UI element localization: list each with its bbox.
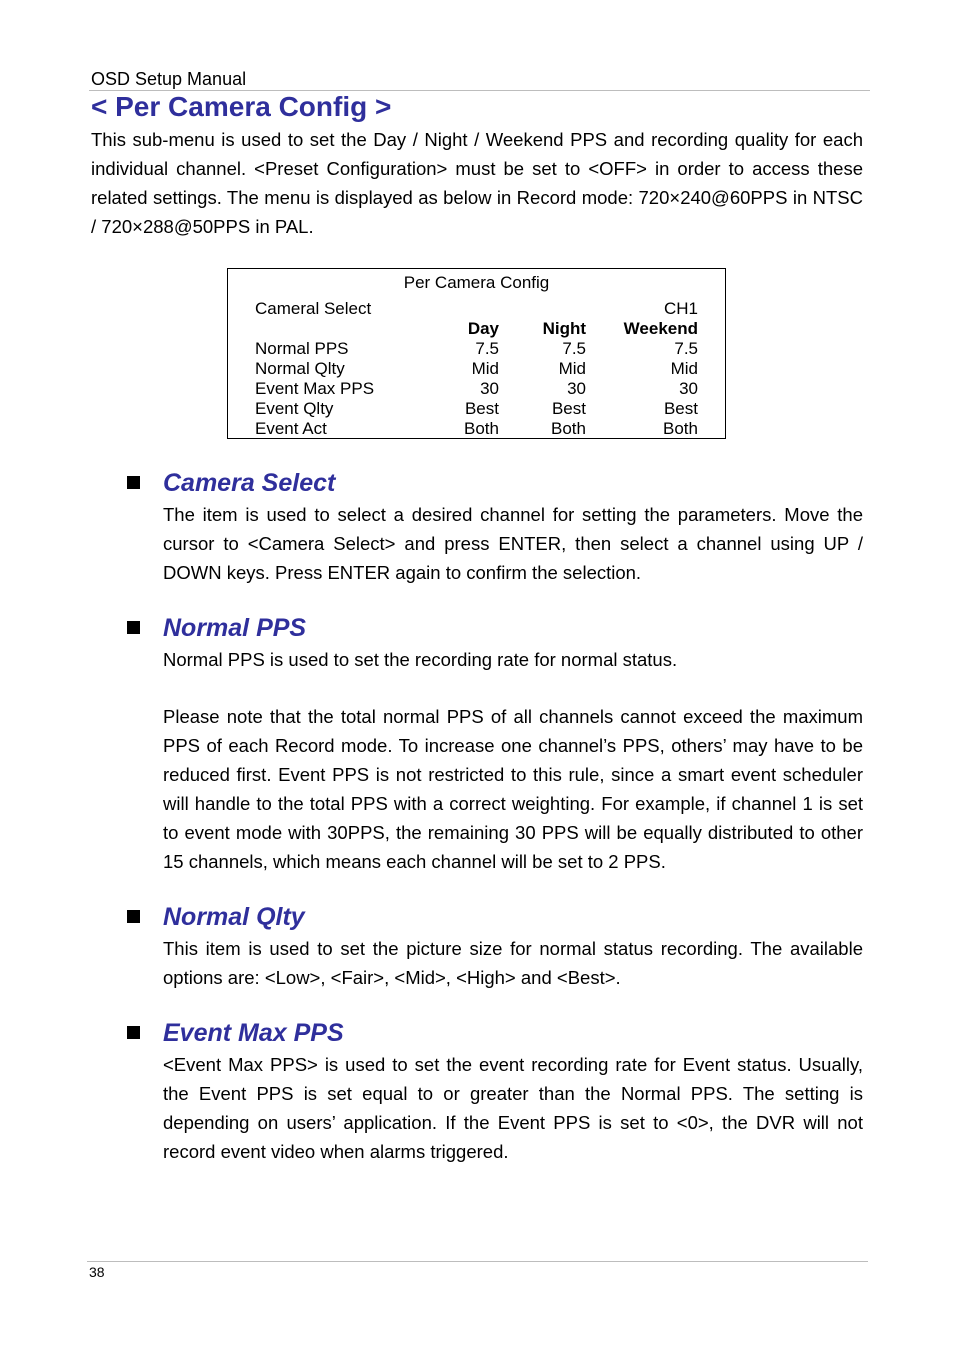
- osd-row-event-max-pps: [228, 379, 725, 399]
- osd-row-label: Event Qlty: [255, 399, 334, 418]
- intro-paragraph: This sub-menu is used to set the Day / Night / Weekend PPS and recording quality for each individual channel. <Preset Configuration> must be set to <OFF> in order to access these related settings. The menu is displayed as below in Record mode: 720×240@60PPS in NTSC / 720×288@50PPS in PAL.: [91, 129, 863, 237]
- osd-cell-night: 30: [567, 379, 586, 398]
- square-bullet-icon: [127, 621, 140, 634]
- section-title: Camera Select: [163, 469, 336, 497]
- osd-row-event-act: [228, 419, 725, 439]
- page-number: 38: [89, 1264, 105, 1280]
- osd-cell-day: Both: [464, 419, 499, 438]
- osd-row-event-qlty: [228, 399, 725, 419]
- osd-camera-select-value: CH1: [663, 299, 698, 318]
- section-paragraph: <Event Max PPS> is used to set the event recording rate for Event status. Usually, the Event PPS is set equal to or greater than the Normal PPS. The setting is depending on users’ application. If the Event PPS is set to <0>, the DVR will not record event video when alarms triggered.: [163, 1054, 863, 1162]
- section-paragraph: The item is used to select a desired channel for setting the parameters. Move the cursor to <Camera Select> and press ENTER, then select a channel using UP / DOWN keys. Press ENTER again to confirm the selection.: [163, 504, 863, 583]
- osd-row-normal-qlty: [228, 359, 725, 379]
- square-bullet-icon: [127, 1026, 140, 1039]
- osd-column-headers: [228, 319, 725, 339]
- osd-cell-weekend: 7.5: [674, 339, 698, 358]
- osd-menu-title: Per Camera Config: [403, 273, 550, 292]
- section-title: Normal Qlty: [163, 903, 305, 931]
- osd-cell-night: Best: [551, 399, 586, 418]
- osd-row-label: Event Max PPS: [255, 379, 375, 398]
- osd-row-label: Normal Qlty: [255, 359, 345, 378]
- osd-cell-day: 7.5: [475, 339, 499, 358]
- section-title: Event Max PPS: [163, 1019, 344, 1047]
- section-normal-pps: [125, 613, 865, 876]
- osd-row-label: Event Act: [255, 419, 327, 438]
- section-camera-select: [125, 468, 865, 587]
- osd-col-weekend: Weekend: [623, 319, 698, 338]
- osd-camera-select-label: Cameral Select: [255, 299, 372, 318]
- osd-row-label: Normal PPS: [255, 339, 349, 358]
- section-paragraph: This item is used to set the picture size for normal status recording. The available options are: <Low>, <Fair>, <Mid>, <High> and <Best>.: [163, 938, 863, 988]
- running-header: OSD Setup Manual: [91, 69, 247, 89]
- osd-cell-weekend: Both: [663, 419, 698, 438]
- osd-cell-day: Best: [464, 399, 499, 418]
- osd-cell-weekend: Best: [663, 399, 698, 418]
- osd-col-night: Night: [542, 319, 586, 338]
- osd-cell-weekend: 30: [679, 379, 698, 398]
- osd-cell-night: 7.5: [562, 339, 586, 358]
- square-bullet-icon: [127, 476, 140, 489]
- square-bullet-icon: [127, 910, 140, 923]
- page-title: < Per Camera Config >: [91, 91, 392, 122]
- osd-cell-day: Mid: [471, 359, 499, 378]
- osd-cell-day: 30: [480, 379, 499, 398]
- section-paragraph: Normal PPS is used to set the recording rate for normal status.: [163, 649, 678, 670]
- osd-camera-select-row: [228, 299, 725, 319]
- section-heading: [125, 468, 865, 500]
- osd-cell-night: Both: [551, 419, 586, 438]
- section-heading: [125, 613, 865, 645]
- section-event-max-pps: [125, 1018, 865, 1166]
- footer-divider: [87, 1261, 868, 1262]
- osd-menu-box: [227, 268, 726, 439]
- section-heading: [125, 902, 865, 934]
- osd-cell-weekend: Mid: [670, 359, 698, 378]
- section-paragraph: Please note that the total normal PPS of all channels cannot exceed the maximum PPS of each Record mode. To increase one channel’s PPS, others’ may have to be reduced first. Event PPS is not restricted to this rule, since a smart event scheduler will handle to the total PPS with a correct weighting. For example, if channel 1 is set to event mode with 30PPS, the remaining 30 PPS will be equally distributed to other 15 channels, which means each channel will be set to 2 PPS.: [163, 706, 863, 872]
- section-normal-qlty: [125, 902, 865, 992]
- section-title: Normal PPS: [163, 614, 307, 642]
- osd-cell-night: Mid: [558, 359, 586, 378]
- osd-row-normal-pps: [228, 339, 725, 359]
- osd-col-day: Day: [467, 319, 499, 338]
- section-heading: [125, 1018, 865, 1050]
